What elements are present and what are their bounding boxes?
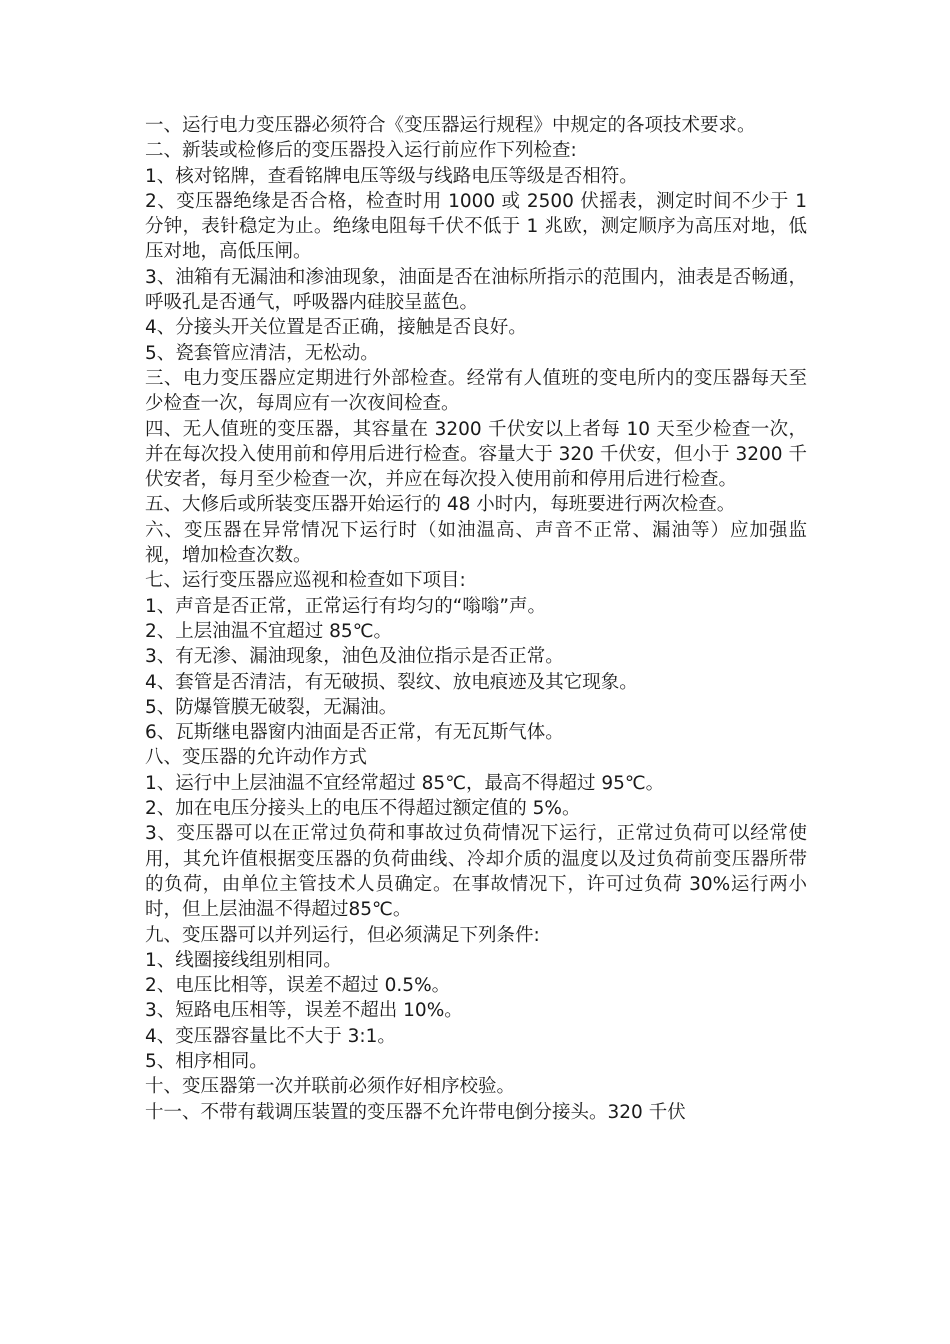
paragraph-21: 2、加在电压分接头上的电压不得超过额定值的 5%。 — [145, 798, 581, 820]
paragraph-28: 5、相序相同。 — [145, 1050, 268, 1072]
paragraph-9: 四、无人值班的变压器，其容量在 3200 千伏安以上者每 10 天至少检查一次，并在每次投入使用前和停用后进行检查。容量大于 320 千伏安，但小于 3200 千伏安者，每月至少检查一次，并应在每次投入使用前和停用后进行检查。 — [145, 418, 807, 491]
paragraph-8: 三、电力变压器应定期进行外部检查。经常有人值班的变电所内的变压器每天至少检查一次，每周应有一次夜间检查。 — [145, 367, 807, 415]
paragraph-15: 3、有无渗、漏油现象，油色及油位指示是否正常。 — [145, 646, 564, 668]
paragraph-14: 2、上层油温不宜超过 85℃。 — [145, 620, 392, 642]
paragraph-20: 1、运行中上层油温不宜经常超过 85℃，最高不得超过 95℃。 — [145, 772, 665, 794]
paragraph-11: 六、变压器在异常情况下运行时（如油温高、声音不正常、漏油等）应加强监视，增加检查次数。 — [145, 519, 807, 567]
paragraph-24: 1、线圈接线组别相同。 — [145, 949, 342, 971]
paragraph-12: 七、运行变压器应巡视和检查如下项目: — [145, 570, 466, 592]
paragraph-1: 一、运行电力变压器必须符合《变压器运行规程》中规定的各项技术要求。 — [145, 115, 756, 136]
paragraph-22: 3、变压器可以在正常过负荷和事故过负荷情况下运行，正常过负荷可以经常使用，其允许值根据变压器的负荷曲线、冷却介质的温度以及过负荷前变压器所带的负荷，由单位主管技术人员确定。在事故情况下，许可过负荷 30%运行两小时，但上层油温不得超过85℃。 — [145, 823, 807, 921]
paragraph-16: 4、套管是否清洁，有无破损、裂纹、放电痕迹及其它现象。 — [145, 671, 638, 693]
paragraph-7: 5、瓷套管应清洁，无松动。 — [145, 342, 379, 364]
paragraph-5: 3、油箱有无漏油和渗油现象，油面是否在油标所指示的范围内，油表是否畅通，呼吸孔是否通气，呼吸器内硅胶呈蓝色。 — [145, 266, 807, 314]
paragraph-18: 6、瓦斯继电器窗内油面是否正常，有无瓦斯气体。 — [145, 722, 564, 744]
paragraph-27: 4、变压器容量比不大于 3:1。 — [145, 1025, 396, 1047]
paragraph-13: 1、声音是否正常，正常运行有均匀的“嗡嗡”声。 — [145, 595, 546, 617]
paragraph-19: 八、变压器的允许动作方式 — [145, 747, 368, 769]
paragraph-30: 十一、不带有载调压装置的变压器不允许带电倒分接头。320 千伏 — [145, 1101, 686, 1123]
paragraph-2: 二、新装或检修后的变压器投入运行前应作下列检查: — [145, 140, 577, 162]
document-body — [145, 113, 807, 1125]
paragraph-3: 1、核对铭牌，查看铭牌电压等级与线路电压等级是否相符。 — [145, 165, 638, 187]
paragraph-25: 2、电压比相等，误差不超过 0.5%。 — [145, 975, 451, 997]
paragraph-23: 九、变压器可以并列运行，但必须满足下列条件: — [145, 924, 540, 946]
paragraph-17: 5、防爆管膜无破裂，无漏油。 — [145, 696, 398, 718]
paragraph-6: 4、分接头开关位置是否正确，接触是否良好。 — [145, 317, 527, 339]
paragraph-26: 3、短路电压相等，误差不超出 10%。 — [145, 1000, 463, 1022]
paragraph-10: 五、大修后或所装变压器开始运行的 48 小时内，每班要进行两次检查。 — [145, 494, 736, 516]
paragraph-4: 2、变压器绝缘是否合格，检查时用 1000 或 2500 伏摇表，测定时间不少于 1 分钟，表针稳定为止。绝缘电阻每千伏不低于 1 兆欧，测定顺序为高压对地，低压对地，高低压闸。 — [145, 190, 807, 263]
paragraph-29: 十、变压器第一次并联前必须作好相序校验。 — [145, 1076, 516, 1098]
